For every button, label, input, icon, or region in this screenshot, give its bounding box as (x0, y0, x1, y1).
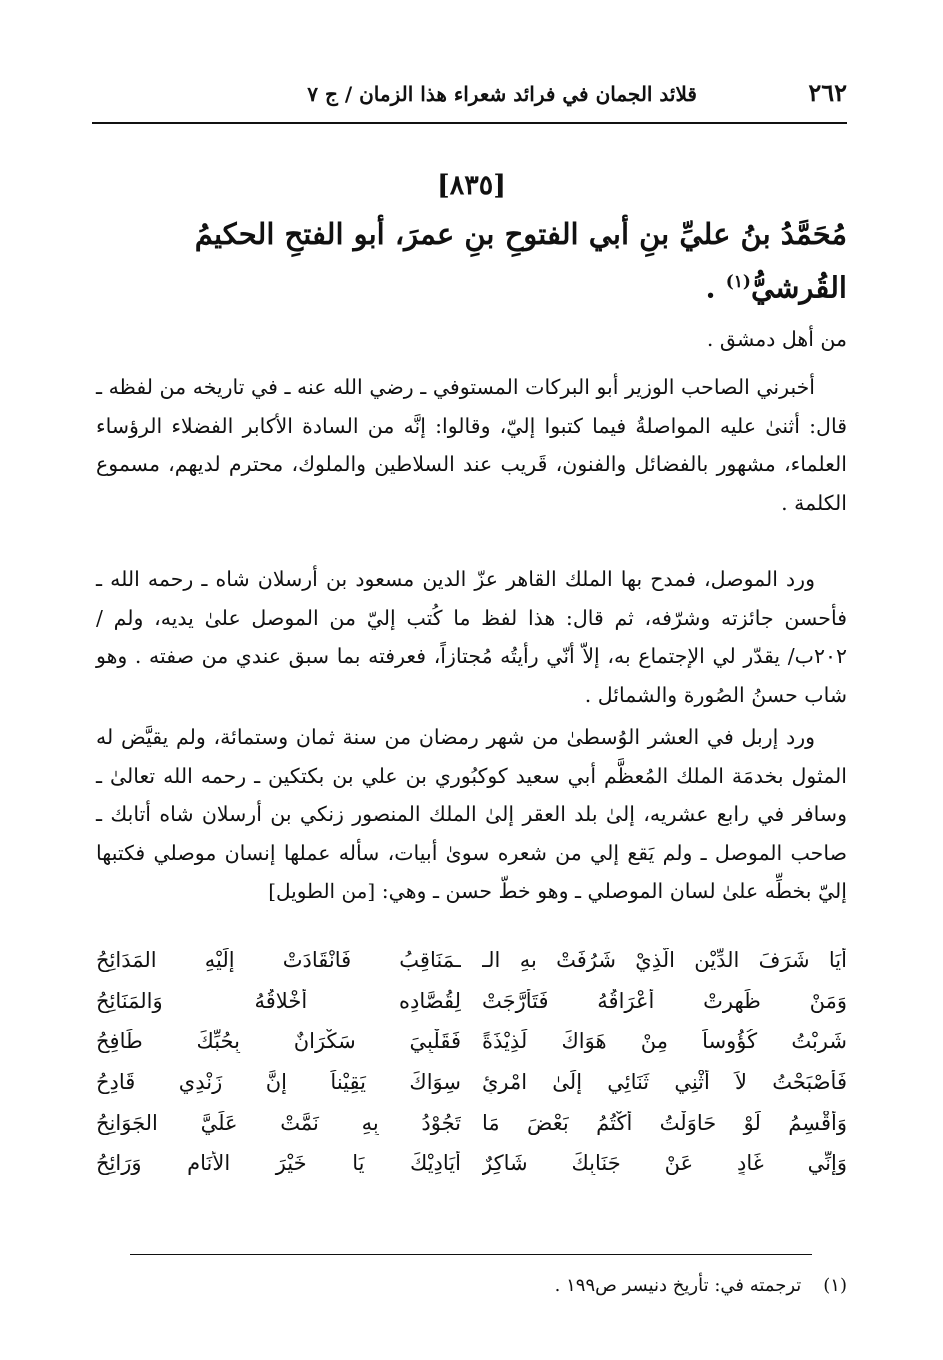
footnote-rule (130, 1254, 812, 1255)
verse-first-hemistich: وَمَنْ ظَهرتْ أعْرَاقُهُ فَتَأرَّجَتْ (482, 988, 847, 1013)
paragraph (96, 368, 847, 522)
poem-verse (96, 1062, 847, 1103)
paragraph-body: ورد إربل في العشر الوُسطىٰ من شهر رمضان من سنة ثمان وستمائة، ولم يقيَّض له المثول بخدمَة الملك المُعظَّم أبي سعيد كوكبُوري بن علي بن بكتكين ـ رحمه الله تعالىٰ ـ وسافر في رابع عشريه، إلىٰ بلد العقر إلىٰ الملك المنصور زنكي بن أرسلان شاه أتابك ـ صاحب الموصل ـ ولم يَقع إلي من شعره سوىٰ أبيات، سأله عملها إنسان موصلي فكتبها إليّ بخطِّه علىٰ لسان الموصلي ـ وهو خطّ حسن ـ وهي: (96, 725, 847, 903)
footnote-reference: (١) (725, 272, 751, 292)
verse-first-hemistich: شَرِبْتُ كُؤُوساً مِنْ هَوَاكَ لَذِيْذَةً (482, 1029, 847, 1054)
paragraph-text: أخبرني الصاحب الوزير أبو البركات المستوفي ـ رضي الله عنه ـ في تاريخه من لفظه ـ قال: أثنىٰ عليه المواصلةُ فيما كتبوا إليّ، وقالوا: إنَّه من السادة الأكابر الفضلاء الرؤساء العلماء، مشهور بالفضائل والفنون، قَريب عند السلاطين والملوك، محترم لديهم، مسموع الكلمة . (96, 375, 847, 515)
paragraph (96, 560, 847, 714)
entry-title (96, 210, 847, 312)
poem (96, 940, 847, 1184)
header-rule (92, 122, 847, 124)
verse-second-hemistich: سِوَاكَ يَقِيْناً إنَّ زَنْدِي قَادِحُ (96, 1070, 461, 1095)
entry-title-nisba: القُرشيُّ (750, 270, 847, 305)
paragraph (96, 718, 847, 911)
verse-second-hemistich: أيَادِيْكَ يَا خَيْرَ الأنَامِ وَرَائِحُ (96, 1151, 461, 1176)
origin-line (96, 320, 847, 359)
verse-second-hemistich: تَجُوْدُ بِهِ نَمَّتْ عَلَيَّ الجَوَانِحُ (96, 1110, 461, 1135)
running-header (90, 78, 847, 114)
entry-title-line2 (96, 258, 847, 312)
verse-second-hemistich: لِقُصَّادِه أخْلاقُهُ وَالمَنَائِحُ (96, 988, 461, 1013)
footnote-number: (١) (823, 1275, 847, 1296)
verse-first-hemistich: وَأقْسِمُ لَوْ حَاوَلْتُ أكْتُمُ بَعْضَ مَا (482, 1110, 847, 1135)
poem-verse (96, 1143, 847, 1184)
entry-number: [٨٣٥] (436, 170, 507, 201)
origin-text: من أهل دمشق . (706, 327, 847, 351)
poem-verse (96, 981, 847, 1022)
entry-title-end: . (705, 270, 726, 305)
poem-meter: [من الطويل] (268, 879, 376, 903)
running-title: قلائد الجمان في فرائد شعراء هذا الزمان / ج ٧ (307, 82, 697, 106)
page-number: ٢٦٢ (808, 78, 847, 107)
footnote-text: ترجمته في: تأريخ دنيسر ص١٩٩ . (554, 1275, 802, 1296)
poem-verse (96, 940, 847, 981)
poem-verse (96, 1021, 847, 1062)
footnote (555, 1275, 847, 1296)
paragraph-text: ورد الموصل، فمدح بها الملك القاهر عزّ الدين مسعود بن أرسلان شاه ـ رحمه الله ـ فأحسن جائزته وشرّفه، ثم قال: هذا لفظ ما كُتب إليّ من الموصل علىٰ يديه، ولم / ٢٠٢ب/ يقدّر لي الإجتماع به، إلاّ أنّي رأيتُه مُجتازاً، فعرفته بما سبق عندي من صفته . وهو شاب حسنُ الصُورة والشمائل . (96, 567, 847, 707)
verse-first-hemistich: وَإنِّي غَادٍ عَنْ جَنَابِكَ شَاكِرٌ (482, 1151, 847, 1176)
verse-second-hemistich: فَقَلْبِيَ سَكْرَانٌ بِحُبِّكَ طَافِحُ (96, 1029, 461, 1054)
verse-second-hemistich: ـمَنَاقِبُ فَانْقَادَتْ إلَيْهِ المَدَائِحُ (96, 948, 461, 973)
entry-title-line1: مُحَمَّدُ بنُ عليِّ بنِ أبي الفتوحِ بنِ عمرَ، أبو الفتحِ الحكيمُ (194, 217, 847, 251)
verse-first-hemistich: أيَا شَرَفَ الدِّيْنِ الَّذِيْ شَرُفَتْ بهِ الـ (482, 948, 847, 973)
poem-verse (96, 1102, 847, 1143)
verse-first-hemistich: فَأصْبَحْتُ لاَ أُثْنِي ثَنَائِي إلَىٰ امْرِئٍ (482, 1070, 847, 1095)
paragraph-text (96, 718, 847, 911)
